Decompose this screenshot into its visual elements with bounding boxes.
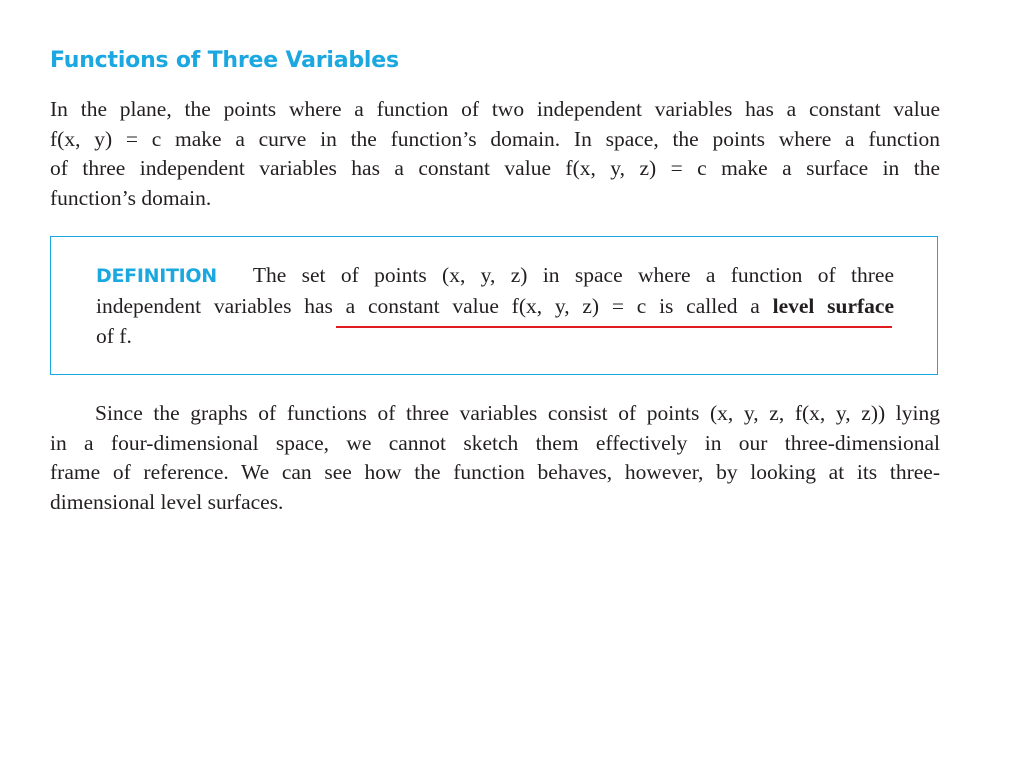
definition-line	[96, 291, 894, 321]
body-line: dimensional level surfaces.	[50, 489, 284, 514]
definition-label: DEFINITION	[96, 265, 217, 287]
intro-line: of three independent variables has a constant value f(x, y, z) = c make a surface in the	[50, 156, 940, 180]
intro-line: function’s domain.	[50, 185, 212, 210]
body-paragraph	[50, 399, 940, 517]
definition-line1-text: The set of points (x, y, z) in space where a function of three	[252, 263, 894, 287]
definition-box	[50, 236, 938, 375]
definition-line: of f.	[96, 324, 132, 348]
definition-text	[96, 260, 894, 351]
intro-line: In the plane, the points where a function of two independent variables has a constant value	[50, 97, 940, 121]
section-title: Functions of Three Variables	[50, 48, 399, 73]
intro-paragraph	[50, 95, 940, 213]
definition-line	[96, 260, 894, 291]
definition-term: level surface	[772, 294, 895, 318]
intro-line: f(x, y) = c make a curve in the function’s domain. In space, the points where a function	[50, 126, 940, 151]
body-line: in a four-dimensional space, we cannot sketch them effectively in our three-dimensional	[50, 430, 940, 455]
body-line: frame of reference. We can see how the function behaves, however, by looking at its three-	[50, 460, 940, 484]
annotation-underline	[336, 326, 892, 328]
definition-line2-text: independent variables has a constant value f(x, y, z) = c is called a	[96, 294, 760, 318]
body-line: Since the graphs of functions of three variables consist of points (x, y, z, f(x, y, z)) lying	[95, 401, 940, 425]
